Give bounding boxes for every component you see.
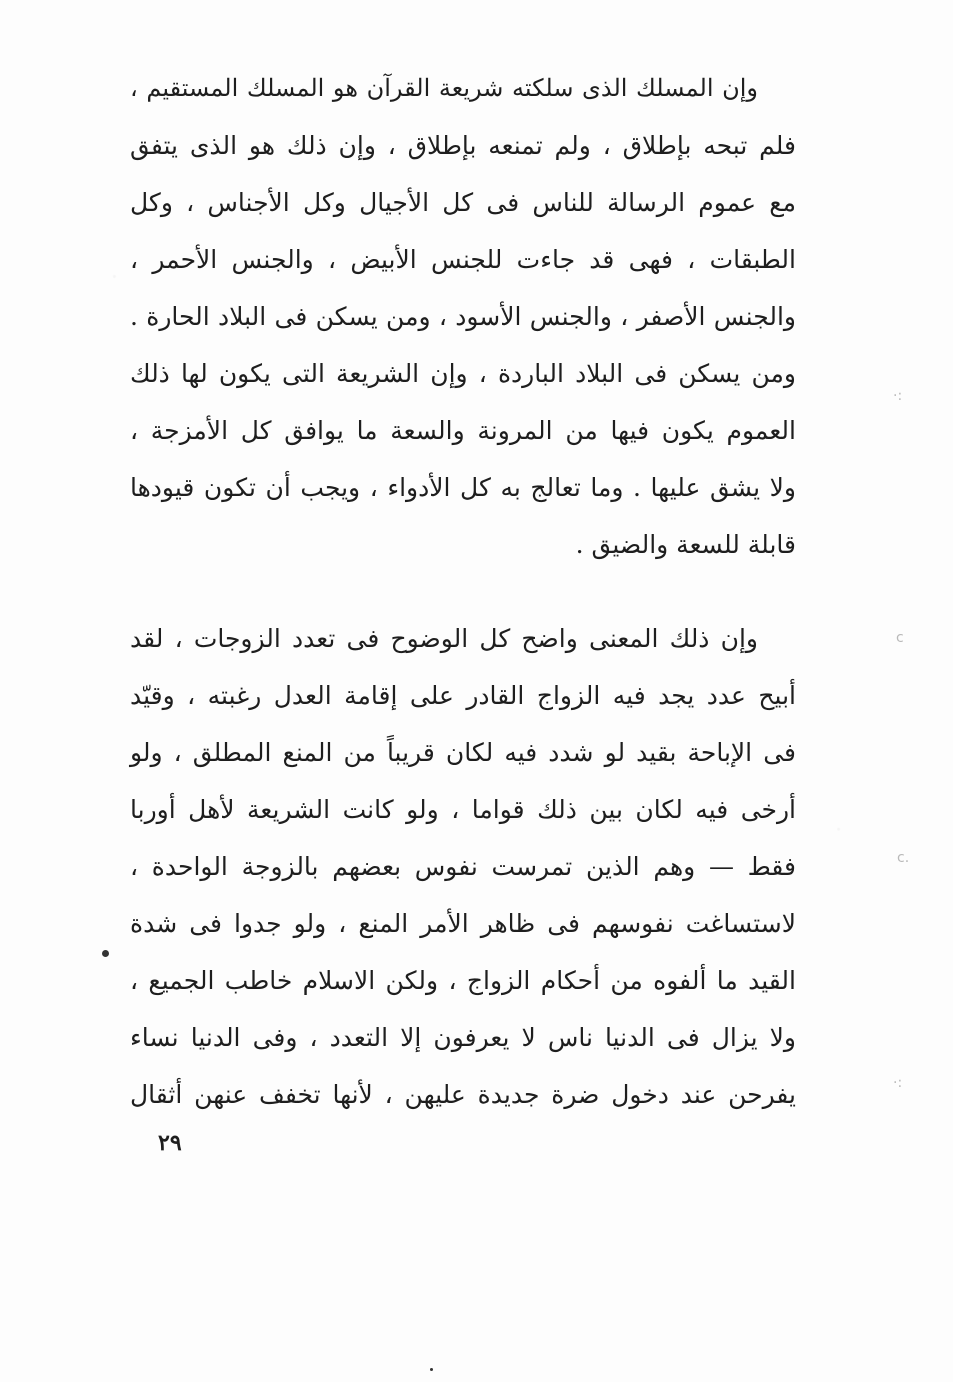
- text-line: فقط — وهم الذين تمرست نفوس بعضهم بالزوجة الواحدة ،: [130, 852, 796, 881]
- text-line: فى الإباحة بقيد لو شدد فيه لكان قريباً من المنع المطلق ، ولو: [130, 738, 796, 767]
- text-line: مع عموم الرسالة للناس فى كل الأجيال وكل الأجناس ، وكل: [130, 188, 796, 217]
- text-line: لاستساغت نفوسهم فى ظاهر الأمر المنع ، ولو جدوا فى شدة: [130, 909, 796, 938]
- scan-mark: ·:: [893, 1075, 903, 1091]
- text-line: ولا يشق عليها . وما تعالج به كل الأدواء ، ويجب أن تكون قيودها: [130, 473, 796, 502]
- text-line: قابلة للسعة والضيق .: [575, 530, 796, 559]
- scan-speck: [430, 1368, 433, 1371]
- text-line: الطبقات ، فهى قد جاءت للجنس الأبيض ، والجنس الأحمر ،: [130, 245, 796, 274]
- text-line: ومن يسكن فى البلاد الباردة ، وإن الشريعة التى يكون لها ذلك: [130, 359, 796, 388]
- text-line: وإن المسلك الذى سلكته شريعة القرآن هو المسلك المستقيم ،: [130, 74, 758, 102]
- text-line: أبيح عدد يجد فيه الزواج القادر على إقامة العدل رغبته ، وقيّد: [130, 681, 796, 710]
- scan-mark: c.: [897, 850, 910, 866]
- page-number: ٢٩: [158, 1130, 182, 1156]
- text-line: يفرحن عند دخول ضرة جديدة عليهن ، لأنها تخفف عنهن أثقال: [130, 1080, 796, 1109]
- text-line: أرخى فيه لكان بين ذلك قواما ، ولو كانت الشريعة لأهل أوربا: [130, 795, 796, 824]
- scan-mark: ·:: [893, 388, 903, 404]
- text-line: وإن ذلك المعنى واضح كل الوضوح فى تعدد الزوجات ، لقد: [130, 624, 758, 653]
- text-line: ولا يزال فى الدنيا ناس لا يعرفون إلا التعدد ، وفى الدنيا نساء: [130, 1023, 796, 1052]
- text-line: العموم يكون فيها من المرونة والسعة ما يوافق كل الأمزجة ،: [130, 416, 796, 445]
- scan-speck: [102, 950, 109, 957]
- paragraph-1: [130, 60, 796, 573]
- text-line: فلم تبحه بإطلاق ، ولم تمنعه بإطلاق ، وإن ذلك هو الذى يتفق: [130, 131, 796, 160]
- text-line: القيد ما ألفوه من أحكام الزواج ، ولكن الاسلام خاطب الجميع ،: [130, 966, 796, 995]
- paragraph-2: [130, 610, 796, 1123]
- scan-mark: c: [896, 630, 904, 646]
- text-line: والجنس الأصفر ، والجنس الأسود ، ومن يسكن فى البلاد الحارة .: [130, 302, 796, 331]
